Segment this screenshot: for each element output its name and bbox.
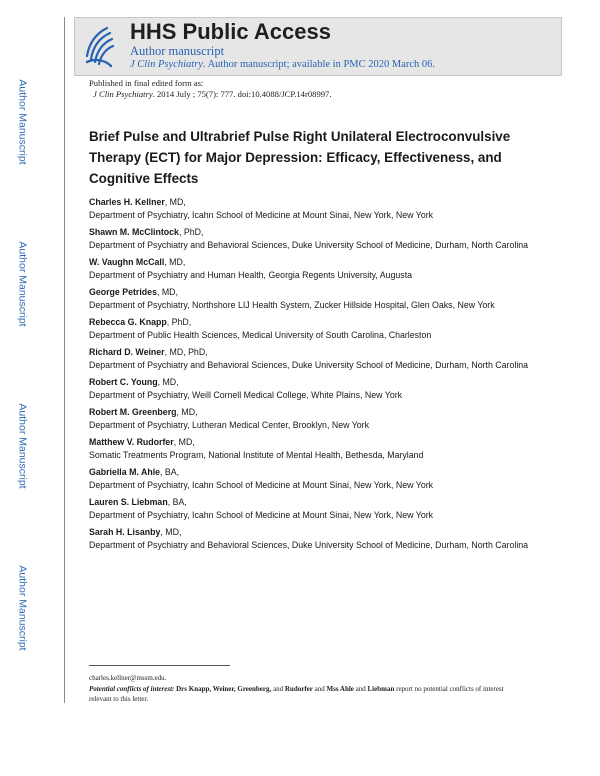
author-name: Matthew V. Rudorfer, MD, bbox=[89, 437, 195, 447]
author-affiliation: Department of Psychiatry and Behavioral Sciences, Duke University School of Medicine, Durham, North Carolina bbox=[89, 240, 529, 250]
publication-info bbox=[89, 78, 331, 100]
corresponding-email[interactable]: charles.kellner@mssm.edu. bbox=[89, 674, 167, 682]
author-name: W. Vaughn McCall, MD, bbox=[89, 257, 186, 267]
author-entry bbox=[89, 196, 529, 222]
left-margin-rule bbox=[64, 17, 65, 703]
author-list bbox=[89, 196, 529, 556]
published-line: Published in final edited form as: bbox=[89, 78, 204, 88]
author-name: Shawn M. McClintock, PhD, bbox=[89, 227, 204, 237]
author-affiliation: Department of Psychiatry and Human Health, Georgia Regents University, Augusta bbox=[89, 270, 413, 280]
footnote-rule bbox=[89, 665, 230, 666]
author-entry bbox=[89, 256, 529, 282]
author-affiliation: Department of Psychiatry, Icahn School of Medicine at Mount Sinai, New York, New York bbox=[89, 480, 434, 490]
author-name: Robert C. Young, MD, bbox=[89, 377, 179, 387]
author-affiliation: Department of Public Health Sciences, Medical University of South Carolina, Charleston bbox=[89, 330, 432, 340]
author-affiliation: Department of Psychiatry, Icahn School of Medicine at Mount Sinai, New York, New York bbox=[89, 210, 434, 220]
header-subtitle: Author manuscript bbox=[130, 44, 225, 58]
author-name: Robert M. Greenberg, MD, bbox=[89, 407, 198, 417]
author-affiliation: Somatic Treatments Program, National Institute of Mental Health, Bethesda, Maryland bbox=[89, 450, 424, 460]
author-name: Rebecca G. Knapp, PhD, bbox=[89, 317, 192, 327]
author-name: Richard D. Weiner, MD, PhD, bbox=[89, 347, 208, 357]
author-entry bbox=[89, 436, 529, 462]
header-title: HHS Public Access bbox=[130, 19, 331, 44]
author-entry bbox=[89, 376, 529, 402]
author-affiliation: Department of Psychiatry, Icahn School of Medicine at Mount Sinai, New York, New York bbox=[89, 510, 434, 520]
author-entry bbox=[89, 286, 529, 312]
hhs-eagle-logo-icon bbox=[81, 22, 117, 70]
author-name: Lauren S. Liebman, BA, bbox=[89, 497, 187, 507]
author-name: Sarah H. Lisanby, MD, bbox=[89, 527, 182, 537]
author-entry bbox=[89, 406, 529, 432]
author-affiliation: Department of Psychiatry, Weill Cornell Medical College, White Plains, New York bbox=[89, 390, 403, 400]
side-label-2: Author Manuscript bbox=[17, 241, 29, 327]
author-name: George Petrides, MD, bbox=[89, 287, 178, 297]
header-journal: J Clin Psychiatry bbox=[130, 59, 203, 70]
conflicts-statement: Potential conflicts of interest: Drs Knapp, Weiner, Greenberg, and Rudorfer and Mss Ahle and Liebman report no potential conflicts of interest relevant to this letter. bbox=[89, 684, 504, 703]
author-entry bbox=[89, 346, 529, 372]
header-citation-rest: . Author manuscript; available in PMC 2020 March 06. bbox=[202, 59, 436, 70]
author-name: Charles H. Kellner, MD, bbox=[89, 197, 186, 207]
publication-citation-rest: . 2014 July ; 75(7): 777. doi:10.4088/JCP.14r08997. bbox=[152, 89, 332, 99]
side-label-4: Author Manuscript bbox=[17, 565, 29, 651]
author-entry bbox=[89, 226, 529, 252]
side-label-3: Author Manuscript bbox=[17, 403, 29, 489]
hhs-header-banner bbox=[74, 17, 562, 76]
author-name: Gabriella M. Ahle, BA, bbox=[89, 467, 180, 477]
author-affiliation: Department of Psychiatry and Behavioral Sciences, Duke University School of Medicine, Durham, North Carolina bbox=[89, 540, 529, 550]
side-label-1: Author Manuscript bbox=[17, 79, 29, 165]
author-entry bbox=[89, 496, 529, 522]
author-entry bbox=[89, 466, 529, 492]
header-citation[interactable] bbox=[130, 59, 435, 70]
author-entry bbox=[89, 316, 529, 342]
publication-citation[interactable] bbox=[89, 89, 331, 100]
author-affiliation: Department of Psychiatry, Northshore LIJ Health System, Zucker Hillside Hospital, Glen Oaks, New York bbox=[89, 300, 495, 310]
article-title: Brief Pulse and Ultrabrief Pulse Right Unilateral Electroconvulsive Therapy (ECT) for Major Depression: Efficacy, Effectiveness, and Cognitive Effects bbox=[89, 129, 511, 186]
author-affiliation: Department of Psychiatry and Behavioral Sciences, Duke University School of Medicine, Durham, North Carolina bbox=[89, 360, 529, 370]
publication-journal: J Clin Psychiatry bbox=[93, 89, 153, 99]
author-entry bbox=[89, 526, 529, 552]
author-affiliation: Department of Psychiatry, Lutheran Medical Center, Brooklyn, New York bbox=[89, 420, 370, 430]
footnotes bbox=[89, 673, 509, 705]
